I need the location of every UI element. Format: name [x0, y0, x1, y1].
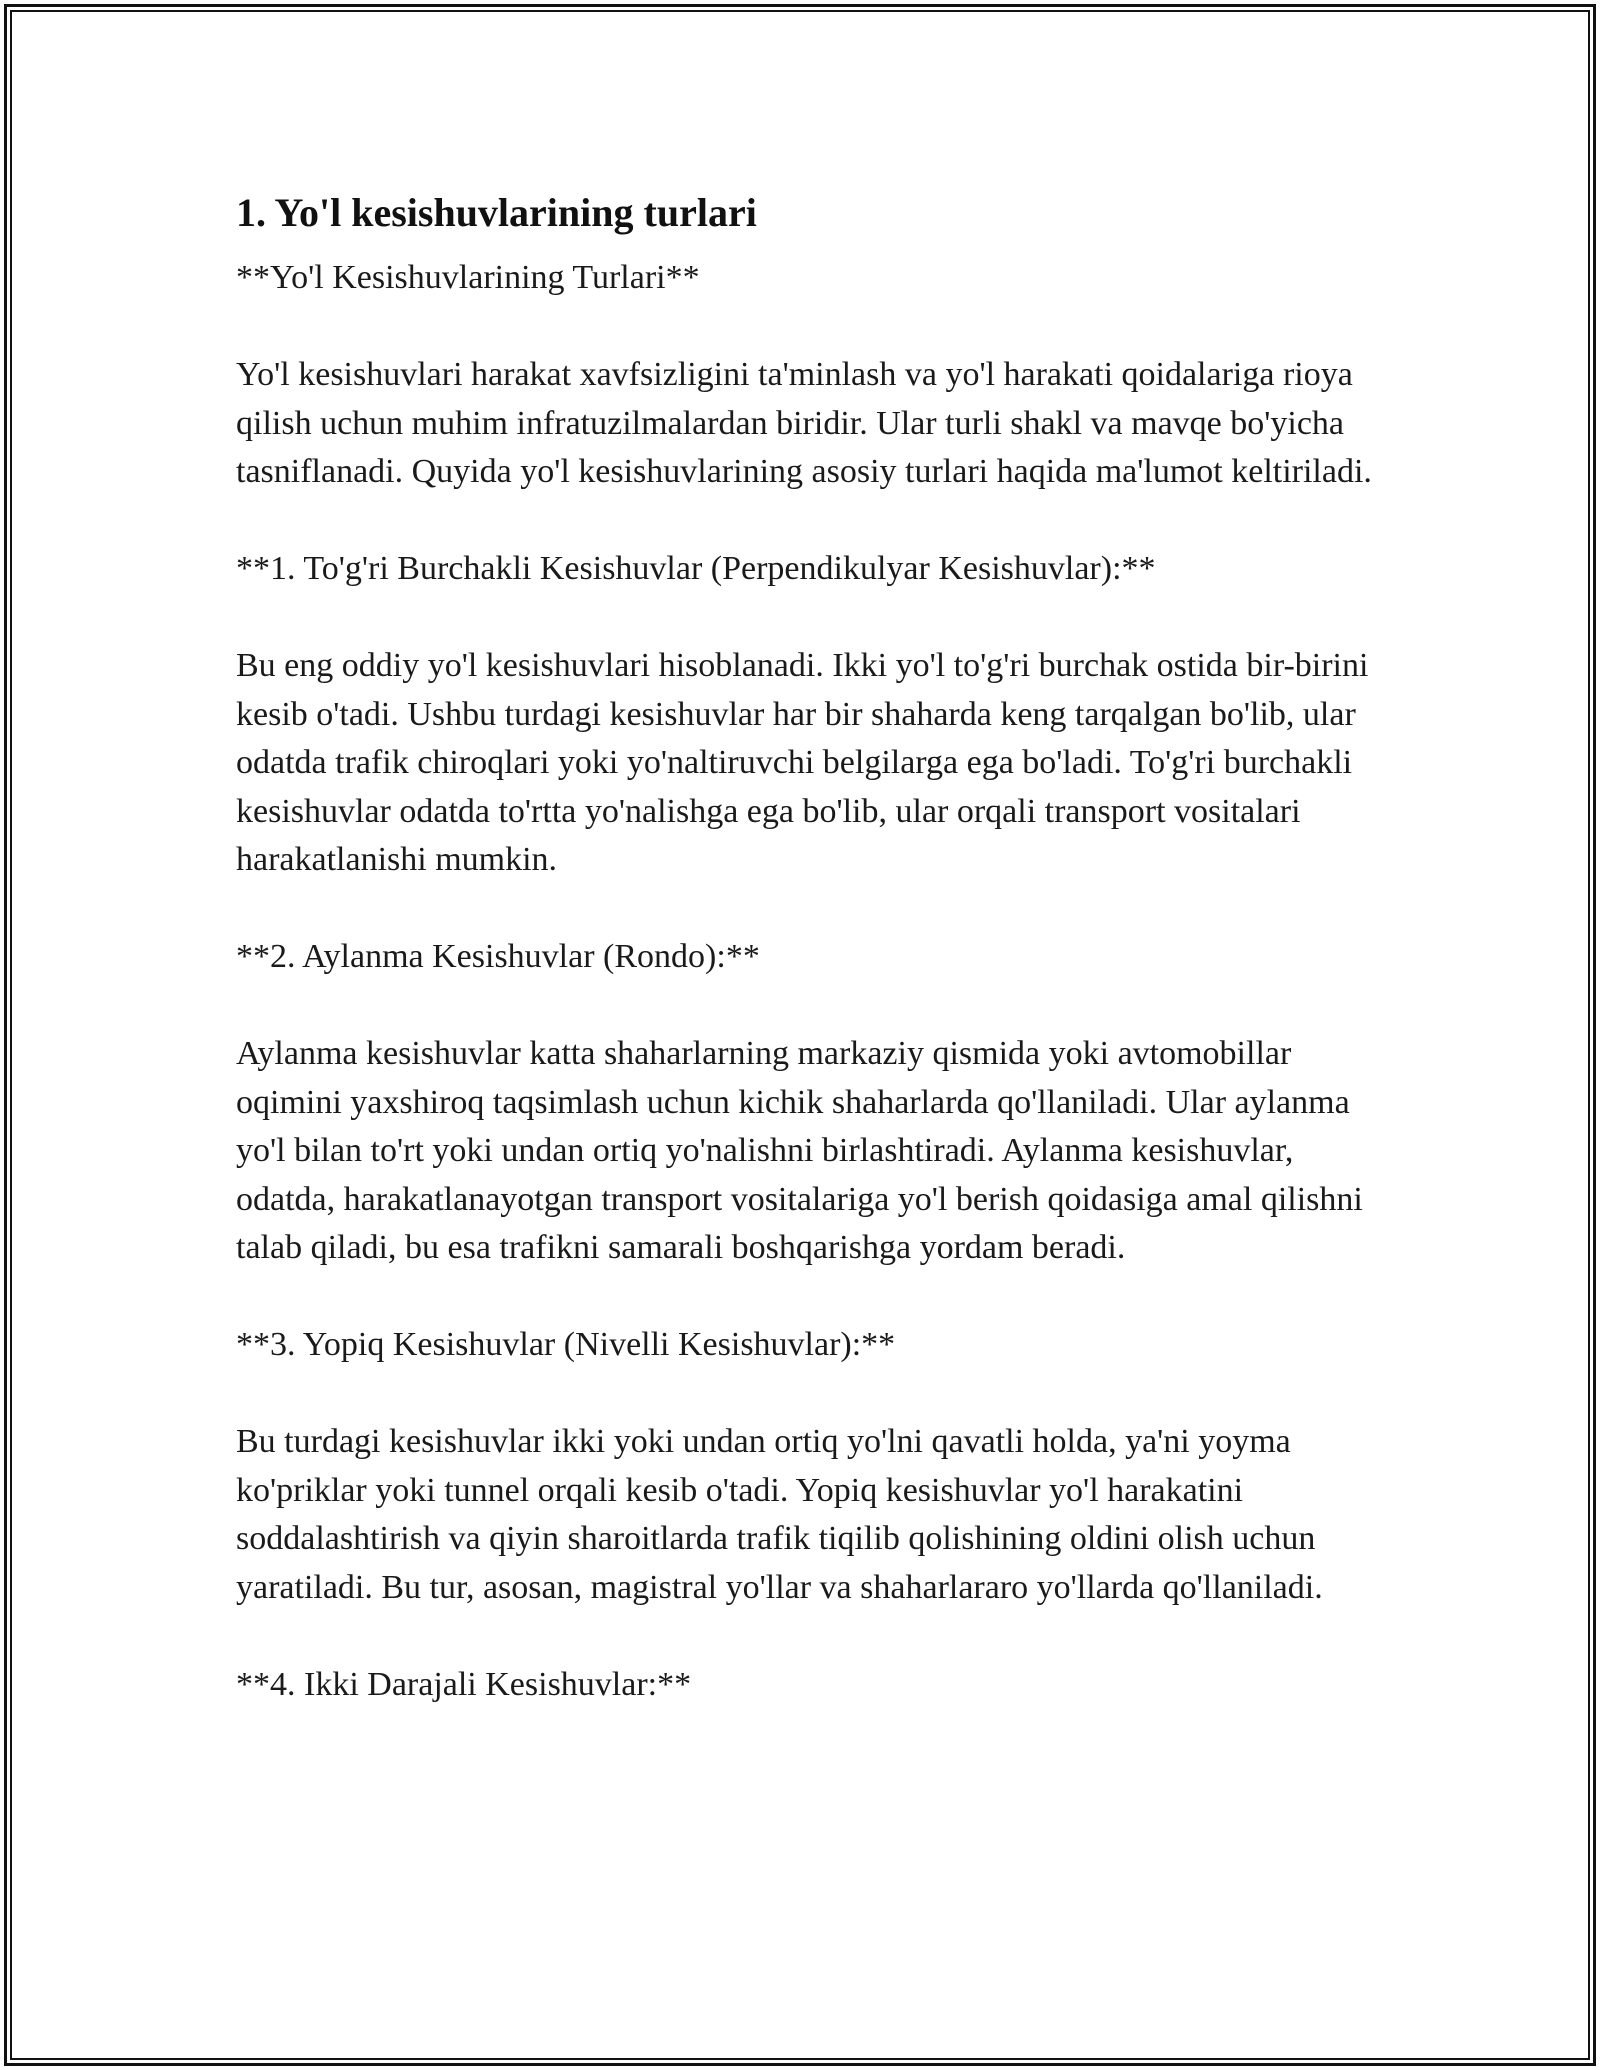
section-heading-1: **1. To'g'ri Burchakli Kesishuvlar (Perpendikulyar Kesishuvlar):** — [236, 550, 1156, 587]
paragraph-intro: Yo'l kesishuvlari harakat xavfsizligini ta'minlash va yo'l harakati qoidalariga rioya qilish uchun muhim infratuzilmalardan biridir. Ular turli shakl va mavqe bo'yicha tasniflanadi. Quyida yo'l kesishuvlarining asosiy turlari haqida ma'lumot keltiriladi. — [236, 356, 1372, 490]
section-heading-4: **4. Ikki Darajali Kesishuvlar:** — [236, 1665, 692, 1703]
paragraph-section-3: Bu turdagi kesishuvlar ikki yoki undan ortiq yo'lni qavatli holda, ya'ni yoyma ko'priklar yoki tunnel orqali kesib o'tadi. Yopiq kesishuvlar yo'l harakatini soddalashtirish va qiyin sharoitlarda trafik tiqilib qolishining oldini olish uchun yaratiladi. Bu tur, asosan, magistral yo'llar va shaharlararo yo'llarda qo'llaniladi. — [236, 1423, 1323, 1606]
section-heading-2: **2. Aylanma Kesishuvlar (Rondo):** — [236, 938, 760, 975]
paragraph-section-2: Aylanma kesishuvlar katta shaharlarning markaziy qismida yoki avtomobillar oqimini yaxshiroq taqsimlash uchun kichik shaharlarda qo'llaniladi. Ular aylanma yo'l bilan to'rt yoki undan ortiq yo'nalishni birlashtiradi. Aylanma kesishuvlar, odatda, harakatlanayotgan transport vositalariga yo'l berish qoidasiga amal qilishni talab qiladi, bu esa trafikni samarali boshqarishga yordam beradi. — [236, 1035, 1363, 1266]
paragraph-section-1: Bu eng oddiy yo'l kesishuvlari hisoblanadi. Ikki yo'l to'g'ri burchak ostida bir-birini kesib o'tadi. Ushbu turdagi kesishuvlar har bir shaharda keng tarqalgan bo'lib, ular odatda trafik chiroqlari yoki yo'naltiruvchi belgilarga ega bo'ladi. To'g'ri burchakli kesishuvlar odatda to'rtta yo'nalishga ega bo'lib, ular orqali transport vositalari harakatlanishi mumkin. — [236, 647, 1369, 878]
paragraph-subtitle: **Yo'l Kesishuvlarining Turlari** — [236, 259, 700, 296]
document-title: 1. Yo'l kesishuvlarining turlari — [236, 190, 757, 235]
document-body — [236, 186, 1376, 1758]
section-heading-3: **3. Yopiq Kesishuvlar (Nivelli Kesishuvlar):** — [236, 1326, 896, 1363]
